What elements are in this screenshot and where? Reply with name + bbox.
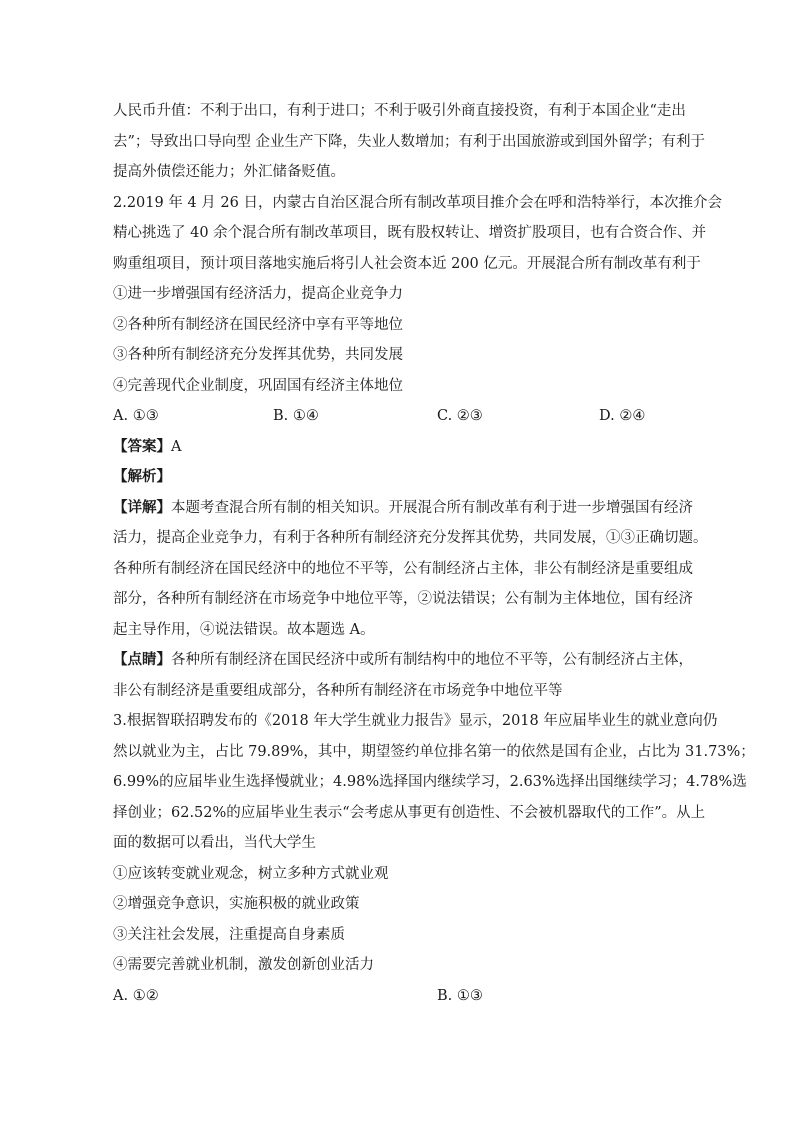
- answer-value: A: [171, 438, 182, 455]
- q1-tail-line: 去”；导致出口导向型 企业生产下降，失业人数增加；有利于出国旅游或到国外留学；有利于: [113, 133, 706, 150]
- tip-text: 各种所有制经济在国民经济中或所有制结构中的地位不平等，公有制经济占主体，: [171, 652, 693, 668]
- detail-text: 本题考查混合所有制的相关知识。开展混合所有制改革有利于进一步增强国有经济: [171, 499, 693, 516]
- q2-stem-line: 购重组项目，预计项目落地实施后将引人社会资本近 200 亿元。开展混合所有制改革有利于: [113, 255, 701, 272]
- q3-statement-3: ③关注社会发展，注重提高自身素质: [113, 926, 345, 943]
- q2-options: [113, 401, 683, 432]
- analysis-label: 【解析】: [113, 468, 171, 485]
- q3-stem-line: 6.99%的应届毕业生选择慢就业；4.98%选择国内继续学习，2.63%选择出国继续学习；4.78%选: [113, 774, 747, 790]
- q1-tail-line: 人民币升值：不利于出口，有利于进口；不利于吸引外商直接投资，有利于本国企业“走出: [113, 103, 686, 119]
- q1-tail-line: 提高外债偿还能力；外汇储备贬值。: [113, 164, 345, 180]
- q2-statement-3: ③各种所有制经济充分发挥其优势，共同发展: [113, 347, 403, 363]
- q2-detail-line: 各种所有制经济在国民经济中的地位不平等，公有制经济占主体，非公有制经济是重要组成: [113, 560, 693, 577]
- q3-statement-2: ②增强竞争意识，实施积极的就业政策: [113, 896, 360, 912]
- q2-detail-line: 活力，提高企业竞争力，有利于各种所有制经济充分发挥其优势，共同发展，①③正确切题。: [113, 530, 708, 546]
- q2-analysis: [113, 462, 683, 493]
- q3-stem-line: 3.根据智联招聘发布的《2018 年大学生就业力报告》显示，2018 年应届毕业生的就业意向仍: [113, 713, 718, 729]
- q3-stem-line: 择创业；62.52%的应届毕业生表示“会考虑从事更有创造性、不会被机器取代的工作”。从上: [113, 804, 706, 821]
- q2-detail-line: 起主导作用，④说法错误。故本题选 A。: [113, 621, 375, 638]
- q2-statement-1: ①进一步增强国有经济活力，提高企业竞争力: [113, 286, 403, 302]
- q2-statement-2: ②各种所有制经济在国民经济中享有平等地位: [113, 316, 403, 333]
- q3-option-a: A. ①②: [113, 987, 159, 1004]
- q3-statement-4: ④需要完善就业机制，激发创新创业活力: [113, 957, 374, 973]
- q3-options: [113, 981, 683, 1012]
- q2-option-b: B. ①④: [273, 408, 319, 424]
- document-content: [113, 96, 755, 1011]
- q2-detail-line: [113, 493, 693, 524]
- q3-option-b: B. ①③: [437, 987, 483, 1004]
- q2-answer: [113, 432, 683, 463]
- q2-detail-line: 部分，各种所有制经济在市场竞争中地位平等，②说法错误；公有制为主体地位，国有经济: [113, 591, 693, 607]
- answer-label: 【答案】: [113, 437, 171, 455]
- q2-tip-line: 非公有制经济是重要组成部分，各种所有制经济在市场竞争中地位平等: [113, 682, 563, 699]
- q2-option-a: A. ①③: [113, 408, 159, 424]
- q2-tip-line: [113, 645, 693, 676]
- q3-stem-line: 然以就业为主，占比 79.89%，其中，期望签约单位排名第一的依然是国有企业，占比为 31.73%；: [113, 743, 755, 760]
- q3-stem-line: 面的数据可以看出，当代大学生: [113, 835, 316, 851]
- q3-statement-1: ①应该转变就业观念，树立多种方式就业观: [113, 865, 389, 882]
- q2-option-d: D. ②④: [599, 408, 646, 424]
- q2-option-c: C. ②③: [437, 408, 483, 424]
- detail-label: 【详解】: [113, 498, 171, 516]
- tip-label: 【点睛】: [113, 651, 171, 668]
- q2-stem-line: 2.2019 年 4 月 26 日，内蒙古自治区混合所有制改革项目推介会在呼和浩特举行，本次推介会: [113, 194, 722, 211]
- q2-statement-4: ④完善现代企业制度，巩固国有经济主体地位: [113, 377, 403, 394]
- q2-stem-line: 精心挑选了 40 余个混合所有制改革项目，既有股权转让、增资扩股项目，也有合资合作、并: [113, 225, 707, 241]
